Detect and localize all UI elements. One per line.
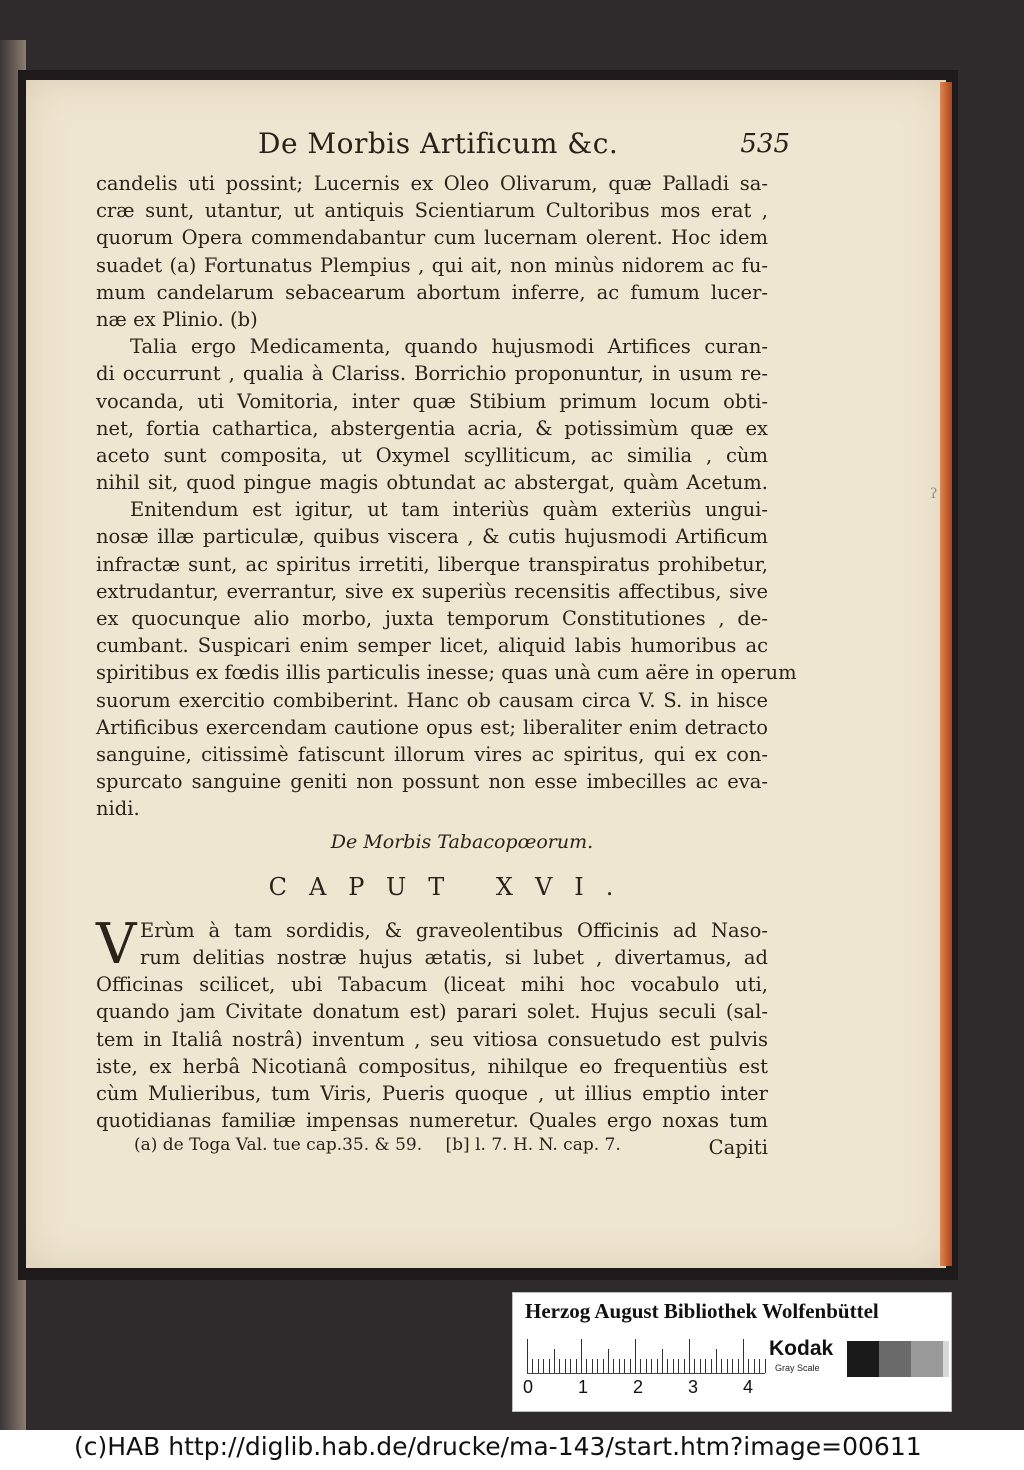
credit-bar: [0, 1430, 1024, 1470]
ruler-tick: [662, 1349, 663, 1373]
ruler-tick: [689, 1339, 690, 1373]
paragraph-2: [96, 333, 768, 496]
section-title: De Morbis Tabacopœorum.: [330, 830, 594, 853]
text-line: quando jam Civitate donatum est) parari solet. Hujus seculi (sal-: [96, 1000, 768, 1024]
text-line: iste, ex herbâ Nicotianâ compositus, nihilque eo frequentiùs est: [96, 1054, 768, 1078]
ruler-tick: [586, 1359, 587, 1373]
ruler-tick: [694, 1359, 695, 1373]
text-line: Enitendum est igitur, ut tam interiùs quàm exteriùs ungui-: [130, 498, 768, 522]
library-name: Herzog August Bibliothek Wolfenbüttel: [525, 1299, 879, 1323]
text-line: næ ex Plinio. (b): [96, 307, 258, 331]
ruler-tick: [640, 1359, 641, 1373]
ruler-tick: [732, 1359, 733, 1373]
gray-scale-label: Gray Scale: [775, 1363, 820, 1373]
text-line: Talia ergo Medicamenta, quando hujusmodi Artifices curan-: [130, 335, 768, 359]
drop-cap: V: [96, 911, 137, 977]
text-line: mum candelarum sebacearum abortum inferre, ac fumum lucer-: [96, 280, 768, 304]
ruler-tick: [630, 1359, 631, 1373]
margin-ink-mark: ʔ: [930, 486, 938, 502]
ruler-tick: [721, 1359, 722, 1373]
ruler-tick: [613, 1359, 614, 1373]
ruler-number: 2: [633, 1377, 644, 1397]
text-line: di occurrunt , qualia à Clariss. Borrichio proponuntur, in usum re-: [96, 362, 768, 386]
ruler-tick: [608, 1349, 609, 1373]
text-line: nidi.: [96, 797, 140, 821]
ruler-tick: [549, 1359, 550, 1373]
gray-swatch: [847, 1341, 879, 1377]
ruler-tick: [754, 1359, 755, 1373]
ruler-tick: [527, 1339, 528, 1373]
ruler-tick: [581, 1339, 582, 1373]
ruler-tick: [727, 1359, 728, 1373]
text-line: cùm Mulieribus, tum Viris, Pueris quoque , ut illius emptio inter: [96, 1082, 768, 1106]
ruler-tick: [619, 1359, 620, 1373]
text-line: spiritibus ex fœdis illis particulis inesse; quas unà cum aëre in operum: [96, 661, 797, 685]
text-line: vocanda, uti Vomitoria, inter quæ Stibium primum locum obti-: [96, 389, 768, 413]
credit-line: (c)HAB http://diglib.hab.de/drucke/ma-143/start.htm?image=00611: [74, 1432, 922, 1461]
paragraph-1: [96, 170, 768, 333]
ruler-tick: [716, 1349, 717, 1373]
text-line: ex quocunque alio morbo, juxta temporum Constitutiones , de-: [96, 607, 768, 630]
scale-ruler: [527, 1337, 765, 1374]
ruler-tick: [554, 1349, 555, 1373]
body-text: [96, 170, 797, 1162]
text-line: infractæ sunt, ac spiritus irretiti, liberque transpiratus prohibetur,: [96, 552, 768, 576]
text-line: extrudantur, everrantur, sive ex superiùs recensitis affectibus, sive: [96, 579, 768, 603]
library-label-card: [512, 1292, 952, 1412]
ruler-tick: [624, 1359, 625, 1373]
text-line: quorum Opera commendabantur cum lucernam olerent. Hoc idem: [96, 226, 768, 250]
text-line: nihil sit, quod pingue magis obtundat ac abstergat, quàm Acetum.: [96, 471, 768, 495]
text-line: net, fortia cathartica, abstergentia acria, & potissimùm quæ ex: [96, 416, 768, 440]
ruler-tick: [765, 1359, 766, 1373]
ruler-tick: [635, 1339, 636, 1373]
ruler-tick: [646, 1359, 647, 1373]
text-line: suadet (a) Fortunatus Plempius , qui ait, non minùs nidorem ac fu-: [96, 253, 768, 277]
ruler-number: 1: [578, 1377, 589, 1397]
ruler-tick: [543, 1359, 544, 1373]
gray-swatch: [943, 1341, 949, 1377]
text-line: nosæ illæ particulæ, quibus viscera , & cutis hujusmodi Artificum: [96, 525, 768, 549]
ruler-tick: [657, 1359, 658, 1373]
ruler-tick: [559, 1359, 560, 1373]
text-line: quotidianas familiæ impensas numeretur. Quales ergo noxas tum: [96, 1109, 768, 1133]
text-line: Officinas scilicet, ubi Tabacum (liceat mihi hoc vocabulo uti,: [96, 973, 768, 997]
ruler-tick: [592, 1359, 593, 1373]
text-line: Artificibus exercendam cautione opus est; liberaliter enim detracto: [96, 715, 768, 739]
ruler-tick: [651, 1359, 652, 1373]
text-line: aceto sunt composita, ut Oxymel scylliticum, ac similia , cùm: [96, 443, 768, 467]
ruler-tick: [743, 1339, 744, 1373]
page-edge: [940, 82, 952, 1266]
gray-swatch: [911, 1341, 943, 1377]
ruler-tick: [570, 1359, 571, 1373]
ruler-tick: [678, 1359, 679, 1373]
running-title: De Morbis Artificum &c.: [258, 127, 619, 160]
ruler-tick: [597, 1359, 598, 1373]
paragraph-3: [96, 496, 797, 822]
chapter-title: CAPUT XVI.: [268, 872, 636, 901]
gray-swatch: [879, 1341, 911, 1377]
text-line: sanguine, citissimè fatiscunt illorum vires ac spiritus, qui ex con-: [96, 742, 768, 766]
ruler-tick: [759, 1359, 760, 1373]
ruler-tick: [532, 1359, 533, 1373]
running-head: [230, 125, 790, 169]
footnote-a: (a) de Toga Val. tue cap.35. & 59.: [134, 1135, 423, 1155]
ruler-tick: [738, 1359, 739, 1373]
kodak-logo: Kodak: [769, 1337, 834, 1360]
text-line: cumbant. Suspicari enim semper licet, aliquid labis humoribus ac: [96, 634, 768, 658]
ruler-number: 4: [743, 1377, 754, 1397]
ruler-number: 3: [688, 1377, 699, 1397]
ruler-tick: [538, 1359, 539, 1373]
catchword: Capiti: [708, 1136, 768, 1160]
text-line: cræ sunt, utantur, ut antiquis Scientiarum Cultoribus mos erat ,: [96, 199, 768, 223]
footnotes: [134, 1135, 694, 1155]
text-line: spurcato sanguine geniti non possunt non esse imbecilles ac eva-: [96, 770, 768, 794]
text-line: candelis uti possint; Lucernis ex Oleo Olivarum, quæ Palladi sa-: [96, 172, 768, 195]
text-line: Erùm à tam sordidis, & graveolentibus Officinis ad Naso-: [140, 918, 768, 942]
ruler-tick: [565, 1359, 566, 1373]
text-line: tem in Italiâ nostrâ) inventum , seu vitiosa consuetudo est pulvis: [96, 1027, 768, 1051]
ruler-tick: [748, 1359, 749, 1373]
chapter-paragraph: [96, 911, 768, 1162]
text-line: suorum exercitio combiberint. Hanc ob causam circa V. S. in hisce: [96, 688, 768, 712]
ruler-tick: [684, 1359, 685, 1373]
ruler-tick: [603, 1359, 604, 1373]
page-number: 535: [740, 129, 790, 159]
text-line: rum delitias nostræ hujus ætatis, si lubet , divertamus, ad: [140, 946, 768, 970]
ruler-tick: [711, 1359, 712, 1373]
ruler-tick: [576, 1359, 577, 1373]
ruler-tick: [667, 1359, 668, 1373]
footnote-b: [b] l. 7. H. N. cap. 7.: [445, 1135, 621, 1155]
ruler-tick: [700, 1359, 701, 1373]
ruler-number: 0: [523, 1377, 534, 1397]
ruler-tick: [673, 1359, 674, 1373]
ruler-tick: [705, 1359, 706, 1373]
